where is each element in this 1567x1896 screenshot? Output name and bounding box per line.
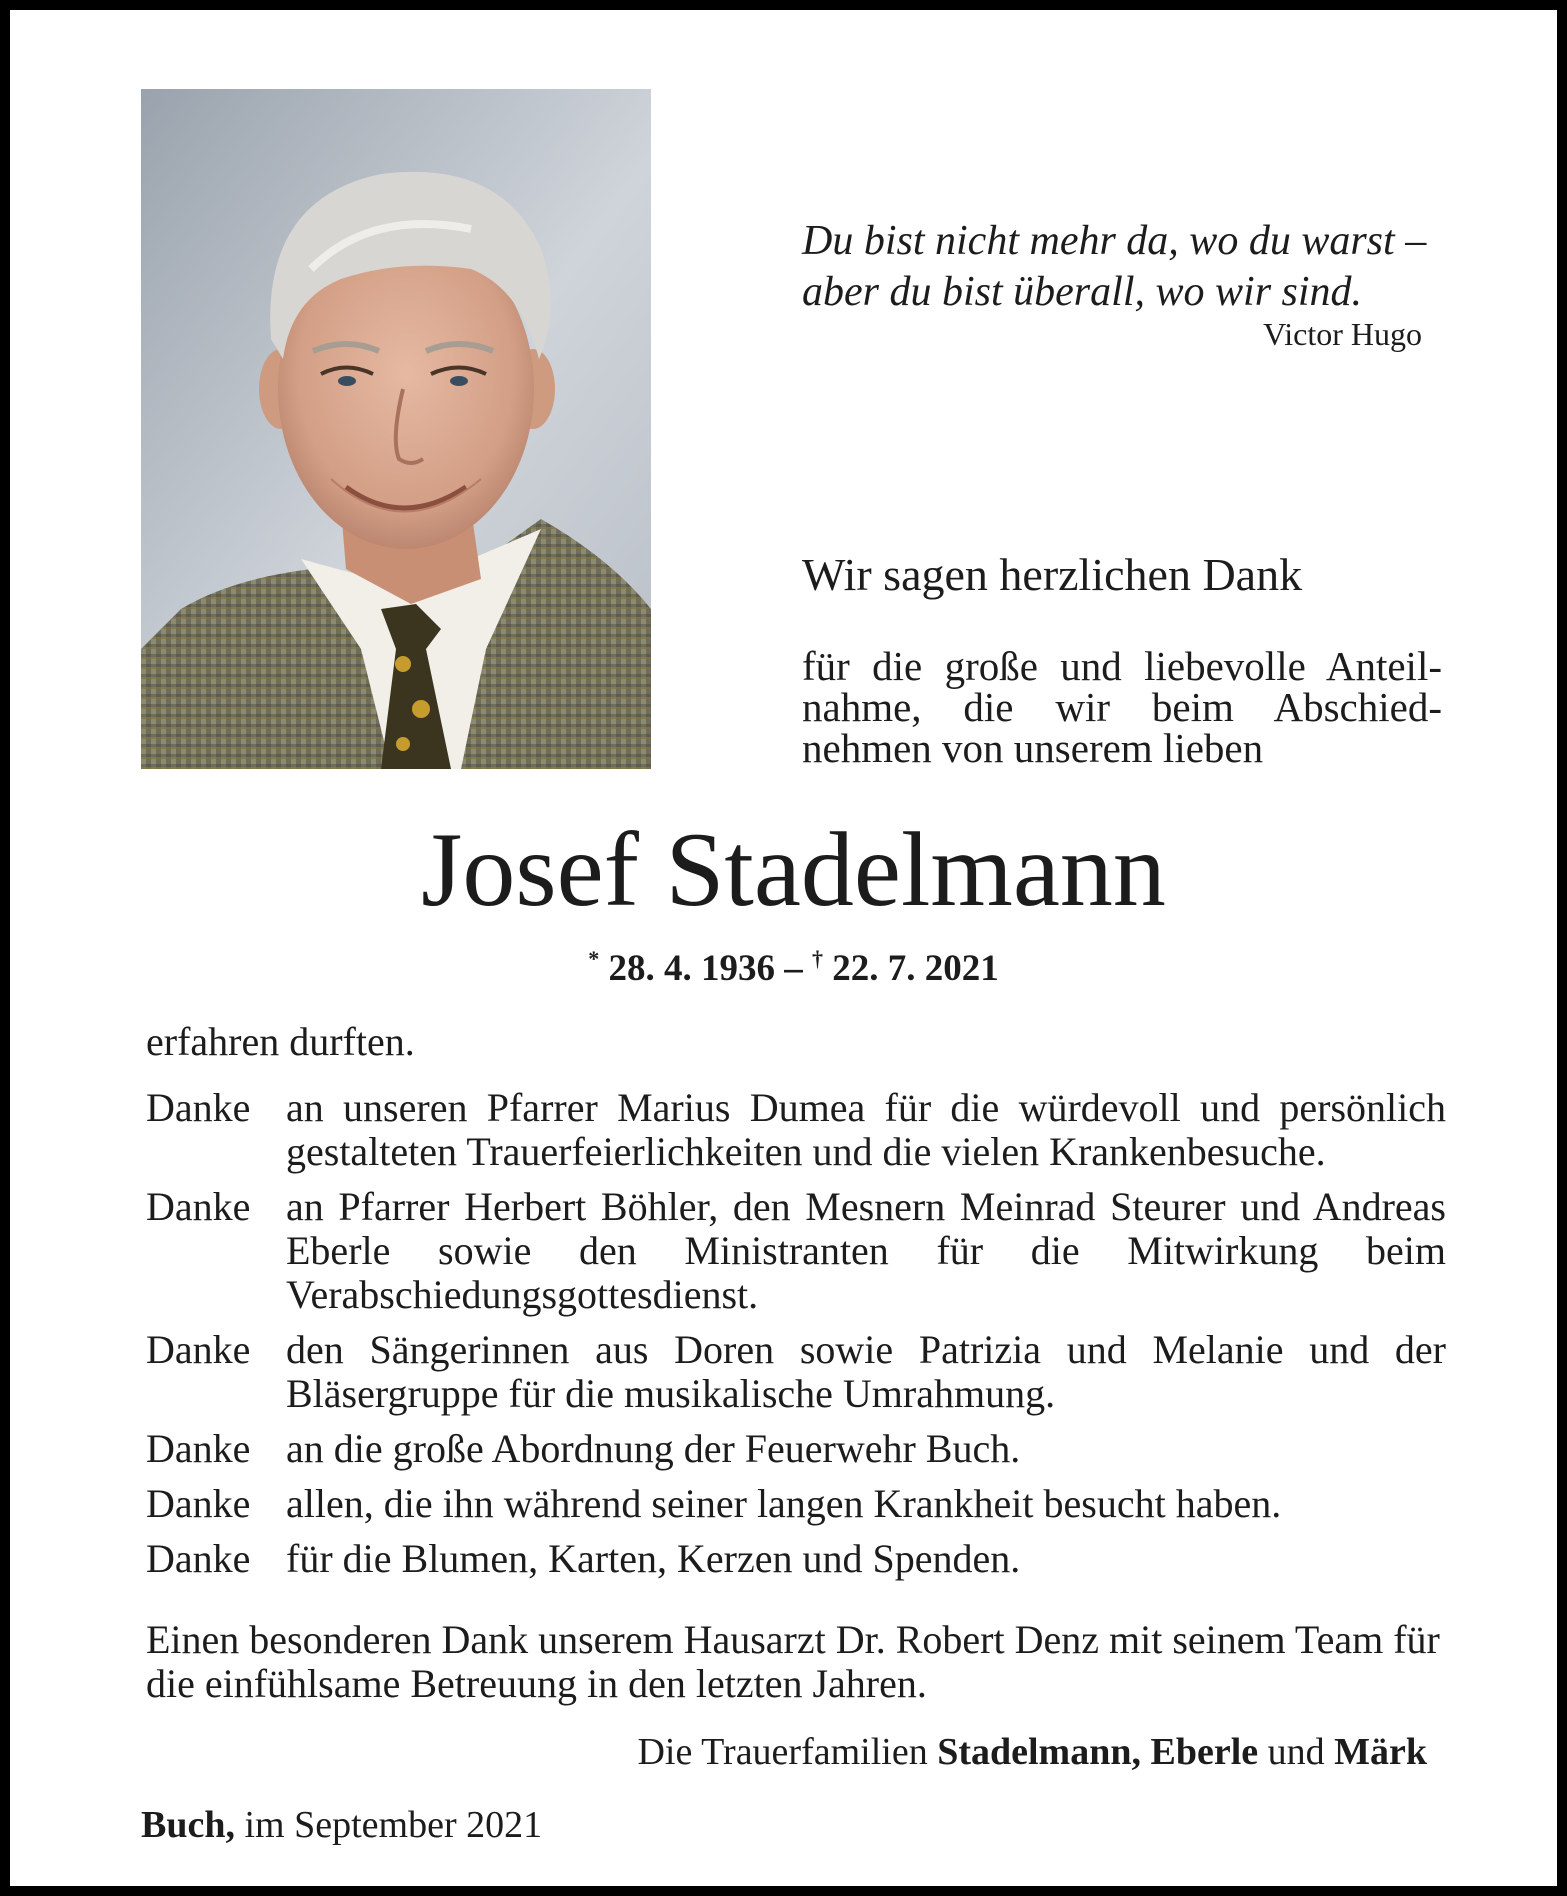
danke-label: Danke	[146, 1184, 251, 1229]
danke-item	[146, 1328, 1446, 1416]
quote-line-2: aber du bist überall, wo wir sind.	[802, 269, 1363, 315]
death-symbol: †	[812, 946, 823, 971]
danke-label: Danke	[146, 1481, 251, 1526]
intro-line-2: nahme, die wir beim Abschied-	[802, 684, 1442, 730]
intro-line-1: für die große und liebevolle Anteil-	[802, 643, 1442, 689]
danke-item	[146, 1086, 1446, 1174]
life-dates	[10, 946, 1567, 990]
signature-conjunction: und	[1267, 1731, 1325, 1773]
date: im September 2021	[244, 1804, 543, 1846]
family-name-2: Eberle	[1150, 1731, 1259, 1773]
danke-text: für die Blumen, Karten, Kerzen und Spenden.	[286, 1536, 1021, 1581]
danke-label: Danke	[146, 1426, 251, 1471]
danke-item	[146, 1185, 1446, 1317]
danke-text: an Pfarrer Herbert Böhler, den Mesnern Meinrad Steurer und Andreas Eberle sowie den Ministranten für die Mitwirkung beim Verabschiedungsgottesdienst.	[286, 1184, 1446, 1317]
continuation-text: erfahren durften.	[146, 1019, 415, 1064]
birth-date: 28. 4. 1936	[608, 948, 775, 989]
portrait-photo	[141, 89, 651, 769]
special-thanks: Einen besonderen Dank unserem Hausarzt Dr. Robert Denz mit seinem Team für die einfühlsame Betreuung in den letzten Jahren.	[146, 1617, 1440, 1706]
danke-label: Danke	[146, 1085, 251, 1130]
family-signature	[637, 1730, 1427, 1774]
quote	[802, 216, 1442, 318]
thanks-intro	[802, 643, 1442, 771]
family-name-1: Stadelmann,	[937, 1731, 1141, 1773]
deceased-name: Josef Stadelmann	[421, 811, 1166, 928]
danke-list	[146, 1086, 1446, 1592]
thanks-heading: Wir sagen herzlichen Dank	[802, 549, 1303, 600]
danke-item	[146, 1427, 1446, 1471]
danke-text: an unseren Pfarrer Marius Dumea für die würdevoll und persönlich gestalteten Trauerfeierlichkeiten und die vielen Krankenbesuche.	[286, 1085, 1446, 1174]
quote-author: Victor Hugo	[1263, 316, 1422, 352]
danke-item	[146, 1482, 1446, 1526]
death-date: 22. 7. 2021	[832, 948, 999, 989]
signature-prefix: Die Trauerfamilien	[637, 1731, 928, 1773]
birth-symbol: *	[588, 946, 600, 971]
danke-text: allen, die ihn während seiner langen Krankheit besucht haben.	[286, 1481, 1282, 1526]
danke-text: an die große Abordnung der Feuerwehr Buch.	[286, 1426, 1021, 1471]
place-date	[141, 1803, 542, 1847]
danke-label: Danke	[146, 1536, 251, 1581]
danke-item	[146, 1537, 1446, 1581]
place: Buch,	[141, 1804, 235, 1846]
family-name-3: Märk	[1334, 1731, 1427, 1773]
intro-line-3: nehmen von unserem lieben	[802, 725, 1264, 771]
quote-line-1: Du bist nicht mehr da, wo du warst –	[802, 218, 1427, 264]
date-separator: –	[784, 948, 803, 989]
danke-text: den Sängerinnen aus Doren sowie Patrizia und Melanie und der Bläsergruppe für die musikalische Umrahmung.	[286, 1327, 1446, 1416]
danke-label: Danke	[146, 1327, 251, 1372]
